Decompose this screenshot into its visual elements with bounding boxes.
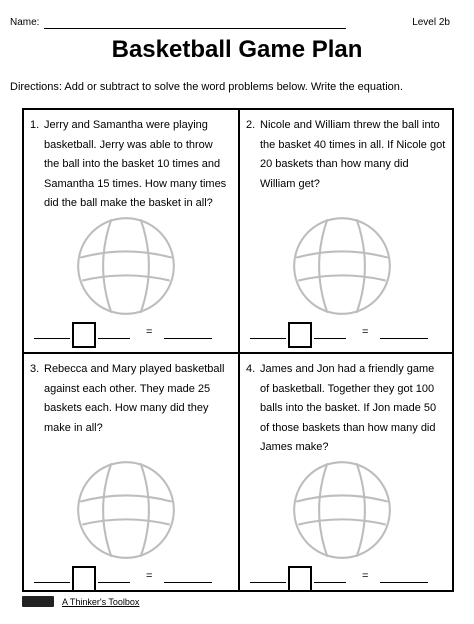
problem-number: 2.	[246, 119, 256, 131]
problem-1	[30, 116, 230, 214]
answer-blank-result[interactable]	[380, 338, 428, 339]
answer-blank-result[interactable]	[380, 582, 428, 583]
answer-blank-1[interactable]	[34, 338, 70, 339]
problem-cell-1	[24, 110, 238, 350]
problem-text: James and Jon had a friendly game of basketball. Together they got 100 balls into the basket. If Jon made 50 of those baskets than how many did James make?	[260, 363, 437, 453]
problem-text: Rebecca and Mary played basketball against each other. They made 25 baskets each. How many did they make in all?	[44, 363, 225, 434]
answer-blank-2[interactable]	[314, 582, 346, 583]
problem-3	[30, 360, 230, 438]
equals-sign: =	[146, 570, 153, 582]
answer-blank-2[interactable]	[98, 338, 130, 339]
equals-sign: =	[362, 326, 369, 338]
problem-2	[246, 116, 446, 194]
problem-cell-3	[24, 354, 238, 594]
problem-cell-2	[240, 110, 454, 350]
equation-row	[24, 320, 238, 350]
basketball-icon	[74, 458, 178, 562]
equals-sign: =	[362, 570, 369, 582]
answer-blank-1[interactable]	[250, 338, 286, 339]
equation-row	[240, 320, 454, 350]
answer-blank-1[interactable]	[250, 582, 286, 583]
equation-row	[240, 564, 454, 594]
footer	[22, 596, 139, 607]
problem-cell-4	[240, 354, 454, 594]
credit-link[interactable]: A Thinker's Toolbox	[62, 596, 140, 607]
level-label: Level 2b	[412, 17, 450, 28]
answer-blank-2[interactable]	[98, 582, 130, 583]
problem-grid	[22, 108, 454, 592]
problem-number: 1.	[30, 119, 40, 131]
answer-blank-result[interactable]	[164, 582, 212, 583]
problem-number: 3.	[30, 363, 40, 375]
basketball-icon	[290, 458, 394, 562]
answer-blank-2[interactable]	[314, 338, 346, 339]
equation-row	[24, 564, 238, 594]
problem-text: Jerry and Samantha were playing basketball. Jerry was able to throw the ball into the basket 10 times and Samantha 15 times. How many times did the ball make the basket in all?	[44, 119, 227, 209]
operator-box[interactable]	[288, 322, 312, 348]
page-title: Basketball Game Plan	[111, 36, 363, 63]
equals-sign: =	[146, 326, 153, 338]
directions-text: Directions: Add or subtract to solve the word problems below. Write the equation.	[10, 81, 403, 93]
name-line[interactable]	[44, 28, 346, 29]
problem-text: Nicole and William threw the ball into the basket 40 times in all. If Nicole got 20 baskets than how many did William get?	[260, 119, 446, 190]
answer-blank-1[interactable]	[34, 582, 70, 583]
basketball-icon	[74, 214, 178, 318]
name-label: Name:	[10, 17, 40, 28]
operator-box[interactable]	[288, 566, 312, 592]
answer-blank-result[interactable]	[164, 338, 212, 339]
creative-commons-license-icon	[22, 596, 54, 607]
operator-box[interactable]	[72, 322, 96, 348]
basketball-icon	[290, 214, 394, 318]
problem-number: 4.	[246, 363, 256, 375]
problem-4	[246, 360, 446, 458]
operator-box[interactable]	[72, 566, 96, 592]
